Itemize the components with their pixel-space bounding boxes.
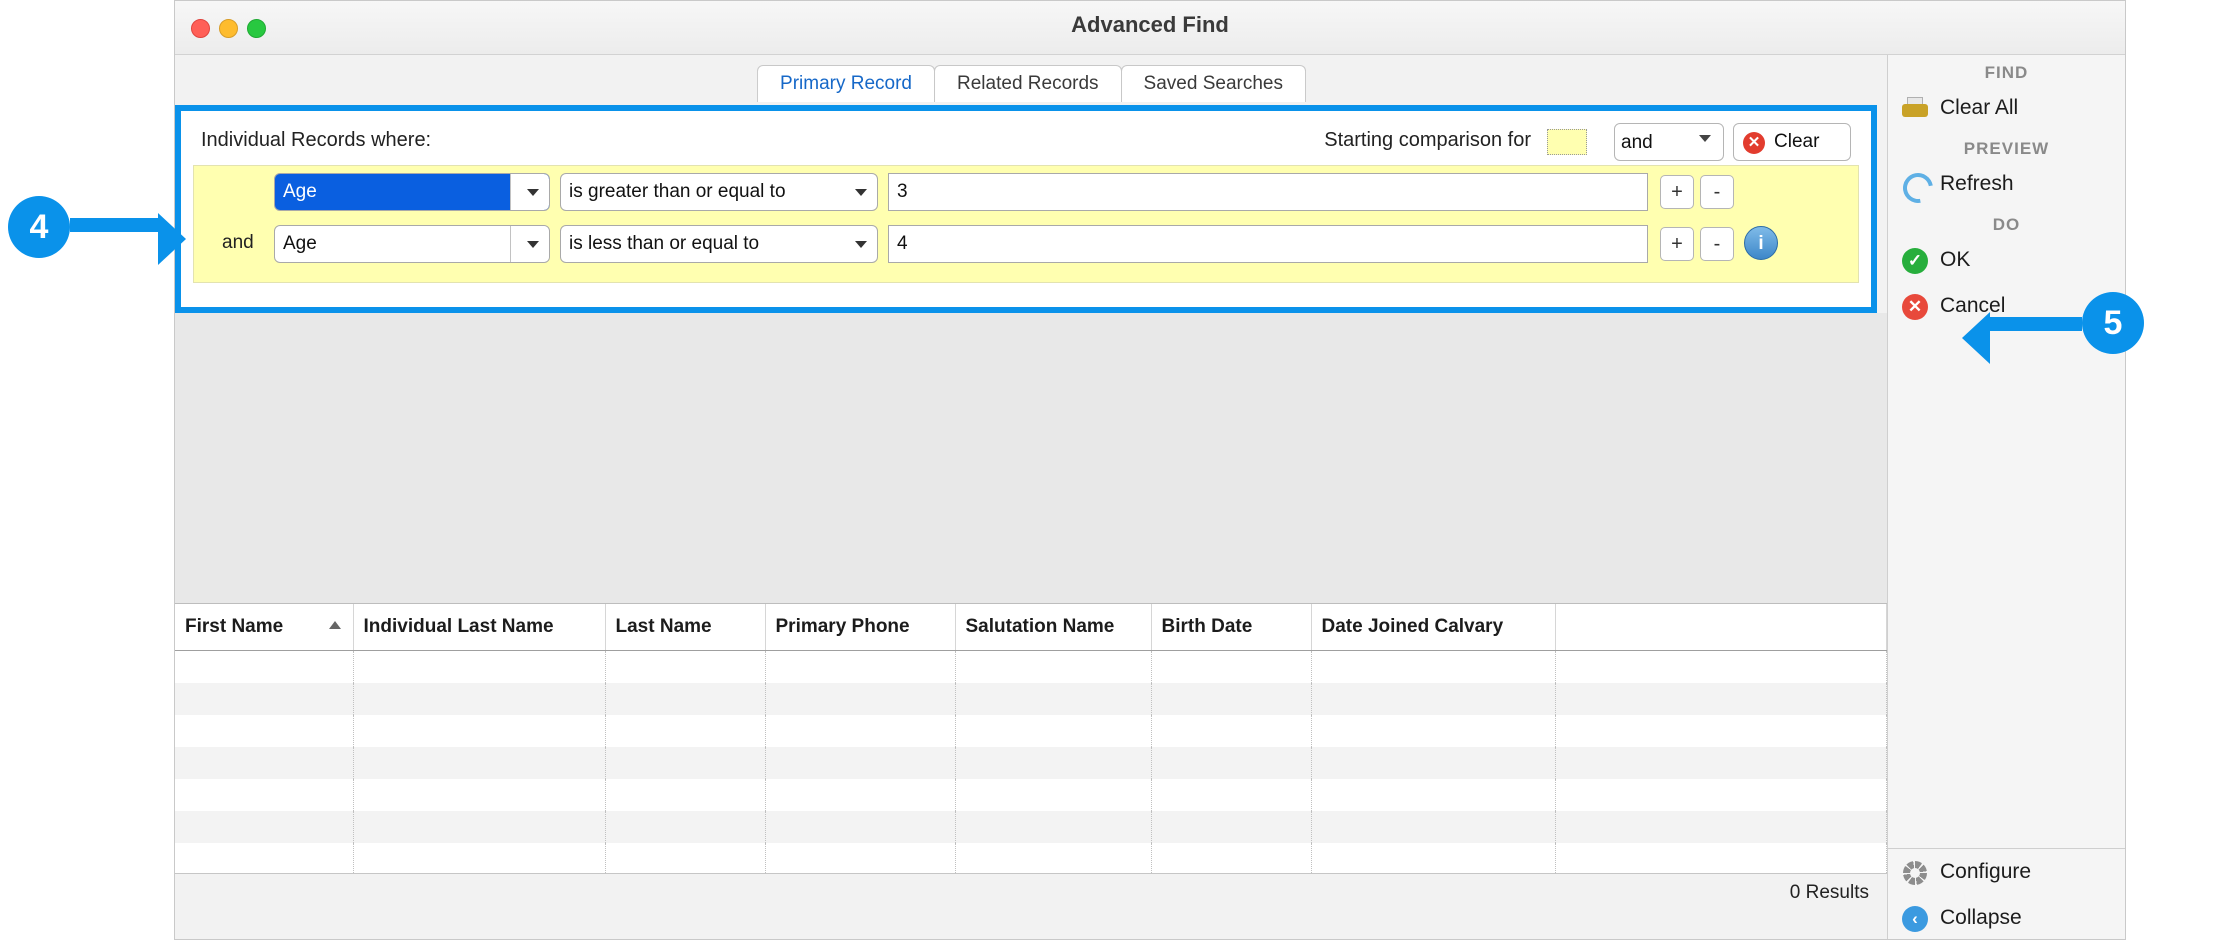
callout-4-arrow	[70, 218, 160, 232]
results-count: 0 Results	[1789, 882, 1869, 903]
results-table	[175, 603, 1887, 874]
conjunction-select[interactable]	[1614, 123, 1724, 161]
chevron-down-icon	[527, 241, 539, 248]
field-select-row-1-value: Age	[283, 181, 317, 202]
criteria-panel-highlight	[175, 105, 1877, 313]
table-row[interactable]	[175, 747, 1887, 779]
chevron-down-icon	[527, 189, 539, 196]
callout-5: 5	[2082, 292, 2144, 354]
remove-criteria-row-1-button[interactable]: -	[1700, 175, 1734, 209]
table-row[interactable]	[175, 811, 1887, 843]
callout-5-arrow	[1990, 317, 2082, 331]
field-select-row-2-value: Age	[283, 233, 317, 254]
column-header-individual-last-name[interactable]: Individual Last Name	[353, 604, 605, 651]
results-footer	[175, 873, 1887, 913]
tab-bar	[175, 55, 1887, 109]
column-header-salutation-name[interactable]: Salutation Name	[955, 604, 1151, 651]
tab-related-records[interactable]: Related Records	[934, 65, 1122, 102]
sidebar-item-configure[interactable]	[1888, 849, 2125, 895]
value-input-row-1[interactable]	[888, 173, 1648, 211]
operator-select-row-2[interactable]	[560, 225, 878, 263]
sidebar-bottom-group	[1888, 848, 2125, 940]
sidebar-group-preview: PREVIEW	[1963, 139, 2050, 158]
criteria-header	[193, 119, 1859, 163]
criteria-row	[194, 166, 1858, 218]
criteria-empty-area	[175, 313, 1887, 604]
clear-x-icon: ✕	[1743, 132, 1765, 154]
sidebar-item-cancel-label: Cancel	[1940, 294, 2006, 317]
column-header-spacer	[1555, 604, 1887, 651]
value-input-row-2[interactable]	[888, 225, 1648, 263]
field-select-row-2[interactable]	[274, 225, 550, 263]
criteria-heading: Individual Records where:	[201, 129, 432, 151]
criteria-row	[194, 218, 1858, 270]
results-body	[175, 651, 1887, 875]
criteria-rows	[193, 165, 1859, 283]
window-titlebar	[175, 1, 2125, 55]
sidebar-item-clear-all-label: Clear All	[1940, 96, 2019, 119]
clear-all-icon	[1902, 96, 1928, 122]
column-header-last-name[interactable]: Last Name	[605, 604, 765, 651]
starting-comparison-label: Starting comparison for	[1324, 129, 1531, 151]
table-row[interactable]	[175, 779, 1887, 811]
sidebar-item-ok-label: OK	[1940, 248, 1971, 271]
window-title: Advanced Find	[1071, 12, 1229, 37]
table-row[interactable]	[175, 843, 1887, 874]
refresh-icon	[1902, 172, 1928, 198]
add-criteria-row-2-button[interactable]: +	[1660, 227, 1694, 261]
table-row[interactable]	[175, 683, 1887, 715]
operator-select-row-1[interactable]	[560, 173, 878, 211]
gear-icon	[1902, 860, 1928, 886]
sidebar-item-clear-all[interactable]	[1888, 85, 2125, 131]
sidebar-item-configure-label: Configure	[1940, 860, 2032, 883]
chevron-down-icon	[855, 241, 867, 248]
sidebar-item-collapse-label: Collapse	[1940, 906, 2022, 929]
table-row[interactable]	[175, 651, 1887, 684]
collapse-chevron-icon: ‹	[1902, 906, 1928, 932]
sidebar-group-do: DO	[1992, 215, 2021, 234]
add-criteria-row-1-button[interactable]: +	[1660, 175, 1694, 209]
advanced-find-window	[174, 0, 2126, 940]
cancel-circle-icon: ✕	[1902, 294, 1928, 320]
sidebar-item-ok[interactable]	[1888, 237, 2125, 283]
column-header-first-name-label: First Name	[185, 616, 284, 637]
check-circle-icon: ✓	[1902, 248, 1928, 274]
criteria-row-conjunction: and	[222, 232, 254, 253]
sidebar-group-find: FIND	[1984, 63, 2029, 82]
column-header-primary-phone[interactable]: Primary Phone	[765, 604, 955, 651]
right-sidebar	[1887, 55, 2125, 940]
table-row[interactable]	[175, 715, 1887, 747]
column-header-date-joined-calvary[interactable]: Date Joined Calvary	[1311, 604, 1555, 651]
operator-select-row-1-value: is greater than or equal to	[569, 181, 786, 202]
sort-ascending-icon	[329, 621, 341, 629]
column-header-first-name[interactable]	[175, 604, 353, 651]
tab-saved-searches[interactable]: Saved Searches	[1121, 65, 1306, 102]
criteria-panel	[181, 111, 1871, 307]
callout-4: 4	[8, 196, 70, 258]
operator-select-row-2-value: is less than or equal to	[569, 233, 760, 254]
tab-primary-record[interactable]: Primary Record	[757, 65, 935, 102]
info-icon[interactable]: i	[1744, 226, 1778, 260]
field-select-row-1[interactable]	[274, 173, 550, 211]
results-header-row	[175, 604, 1887, 651]
clear-button[interactable]	[1733, 123, 1851, 161]
sidebar-item-refresh[interactable]	[1888, 161, 2125, 207]
sidebar-item-collapse[interactable]	[1888, 895, 2125, 940]
clear-button-label: Clear	[1774, 131, 1820, 152]
starting-comparison-field[interactable]	[1547, 129, 1587, 155]
sidebar-item-refresh-label: Refresh	[1940, 172, 2014, 195]
remove-criteria-row-2-button[interactable]: -	[1700, 227, 1734, 261]
chevron-down-icon	[855, 189, 867, 196]
column-header-birth-date[interactable]: Birth Date	[1151, 604, 1311, 651]
